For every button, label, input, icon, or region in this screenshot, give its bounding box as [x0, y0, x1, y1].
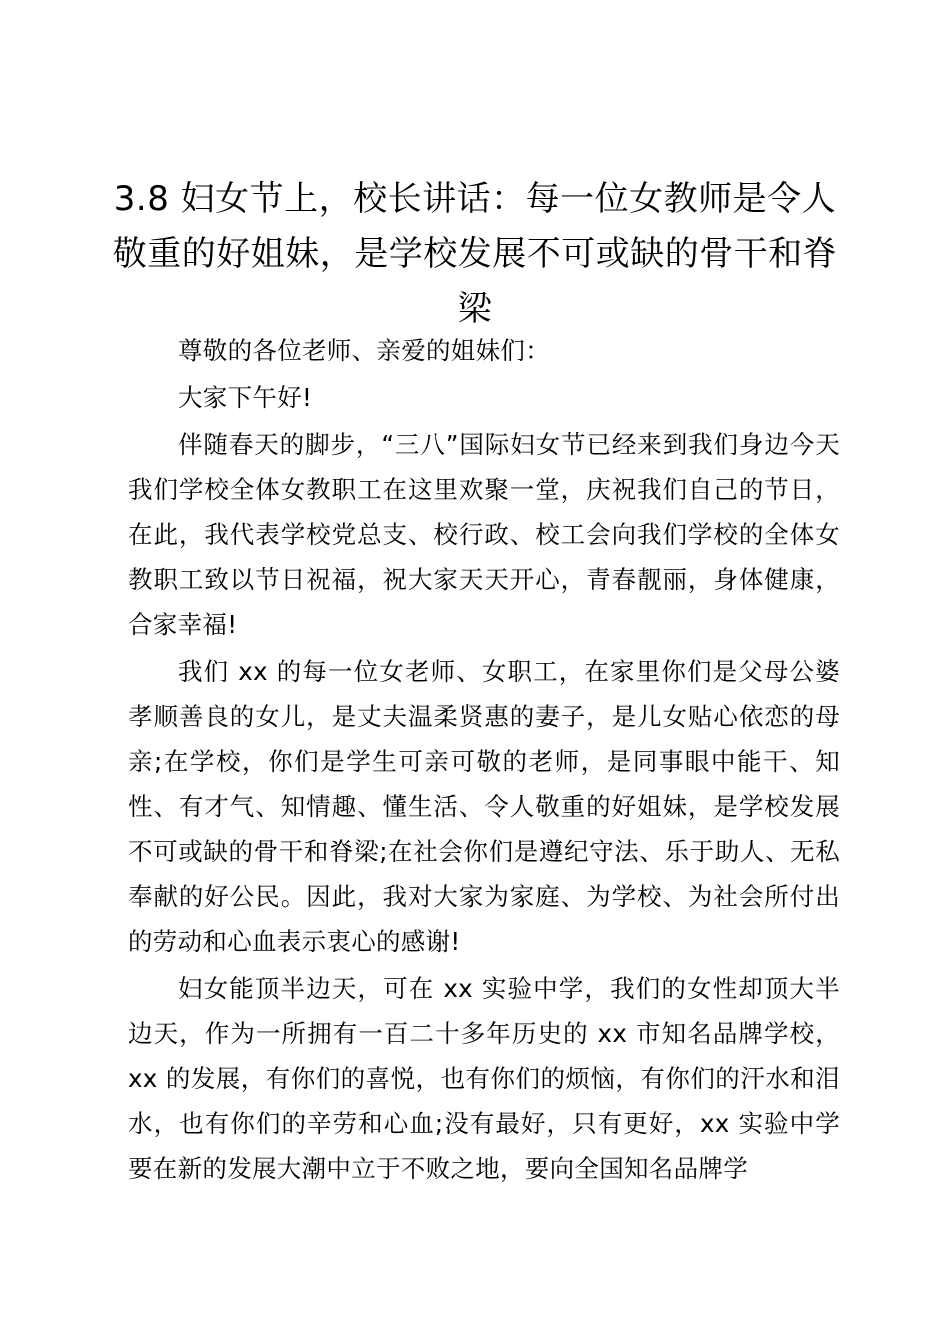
greeting-paragraph: 大家下午好!	[178, 383, 313, 412]
body-paragraph: 伴随春天的脚步，“三八”国际妇女节已经来到我们身边今天我们学校全体女教职工在这里欢聚一堂，庆祝我们自己的节日，在此，我代表学校党总支、校行政、校工会向我们学校的全体女教职工致以节日祝福，祝大家天天开心，青春靓丽，身体健康，合家幸福!	[128, 430, 840, 639]
body-paragraph: 妇女能顶半边天，可在 xx 实验中学，我们的女性却顶大半边天，作为一所拥有一百二十多年历史的 xx 市知名品牌学校，xx 的发展，有你们的喜悦，也有你们的烦恼，有你们的汗水和泪水，也有你们的辛劳和心血;没有最好，只有更好，xx 实验中学要在新的发展大潮中立于不败之地，要向全国知名品牌学	[128, 974, 840, 1183]
salutation-paragraph: 尊敬的各位老师、亲爱的姐妹们：	[178, 336, 550, 365]
document-body	[128, 328, 840, 1193]
body-paragraph: 我们 xx 的每一位女老师、女职工，在家里你们是父母公婆孝顺善良的女儿，是丈夫温柔贤惠的妻子，是儿女贴心依恋的母亲;在学校，你们是学生可亲可敬的老师，是同事眼中能干、知性、有才气、知情趣、懂生活、令人敬重的好姐妹，是学校发展不可或缺的骨干和脊梁;在社会你们是遵纪守法、乐于助人、无私奉献的好公民。因此，我对大家为家庭、为学校、为社会所付出的劳动和心血表示衷心的感谢!	[128, 657, 840, 956]
document-title: 3.8 妇女节上，校长讲话：每一位女教师是令人敬重的好姐妹，是学校发展不可或缺的骨干和脊梁	[112, 179, 838, 329]
